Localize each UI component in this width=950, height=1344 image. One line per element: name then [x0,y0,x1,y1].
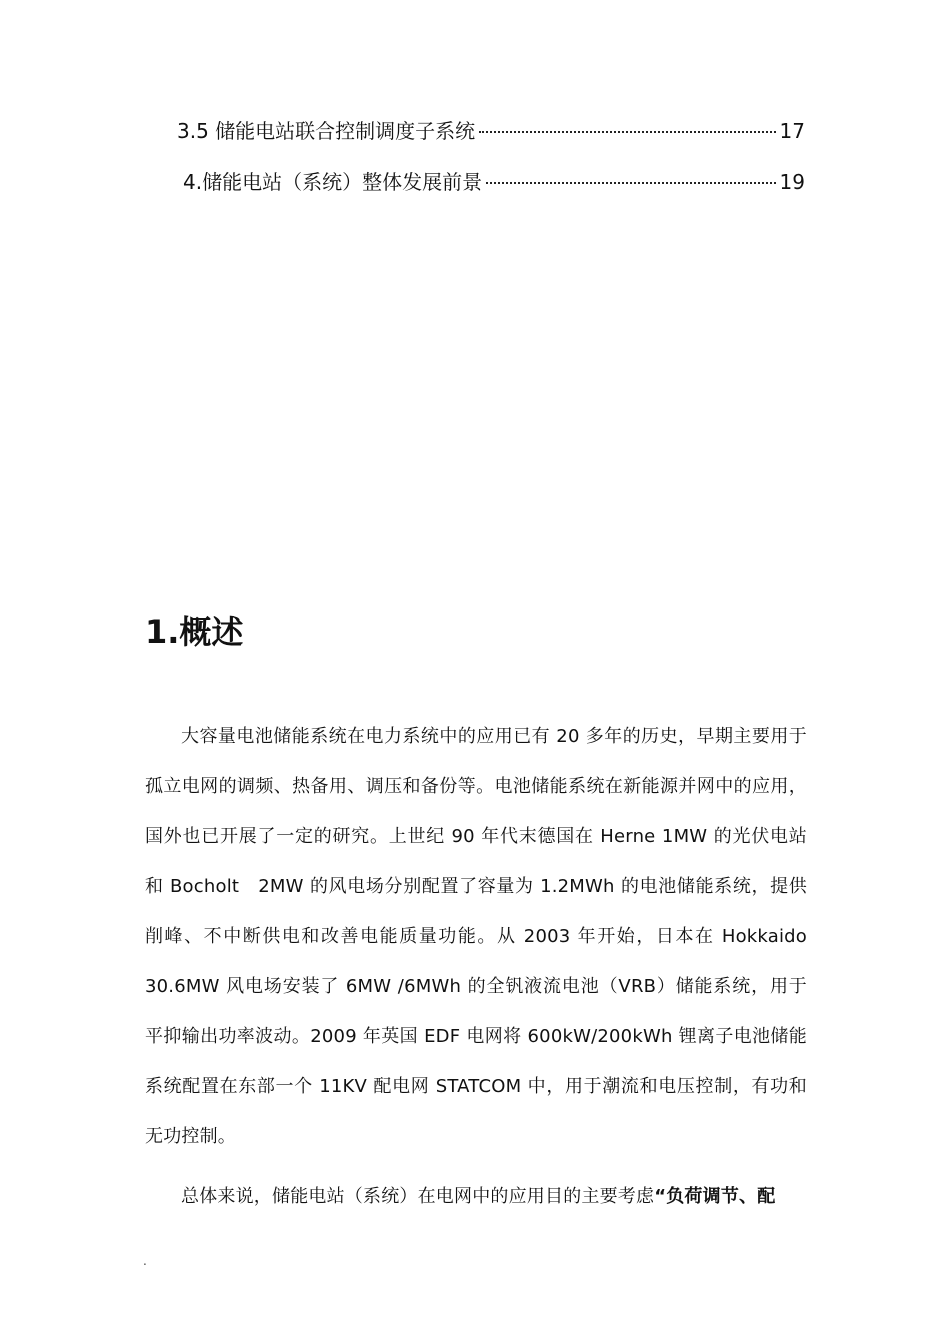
toc-entry[interactable] [183,168,805,196]
toc-entry-title: 4.储能电站（系统）整体发展前景 [183,170,483,194]
section-heading: 1.概述 [145,613,244,651]
toc-page-number: 17 [779,119,805,143]
footer-mark: . [143,1254,147,1268]
toc-dot-leader [479,131,775,133]
body-paragraph: 大容量电池储能系统在电力系统中的应用已有 20 多年的历史，早期主要用于孤立电网的调频、热备用、调压和备份等。电池储能系统在新能源并网中的应用，国外也已开展了一定的研究。上世纪 90 年代末德国在 Herne 1MW 的光伏电站和 Bocholt 2MW 的风电场分别配置了容量为 1.2MWh 的电池储能系统，提供削峰、不中断供电和改善电能质量功能。从 2003 年开始，日本在 Hokkaido 30.6MW 风电场安装了 6MW /6MWh 的全钒液流电池（VRB）储能系统，用于平抑输出功率波动。2009 年英国 EDF 电网将 600kW/200kWh 锂离子电池储能系统配置在东部一个 11KV 配电网 STATCOM 中，用于潮流和电压控制，有功和无功控制。 [145,726,807,1147]
toc-entry-title: 3.5 储能电站联合控制调度子系统 [177,119,476,143]
toc-dot-leader [486,182,775,184]
paragraph-text: 总体来说，储能电站（系统）在电网中的应用目的主要考虑 [181,1186,655,1207]
paragraph-bold-text: “负荷调节、配 [654,1186,776,1207]
toc-entry[interactable] [177,117,805,145]
toc-page-number: 19 [779,170,805,194]
body-paragraph [145,1172,807,1222]
